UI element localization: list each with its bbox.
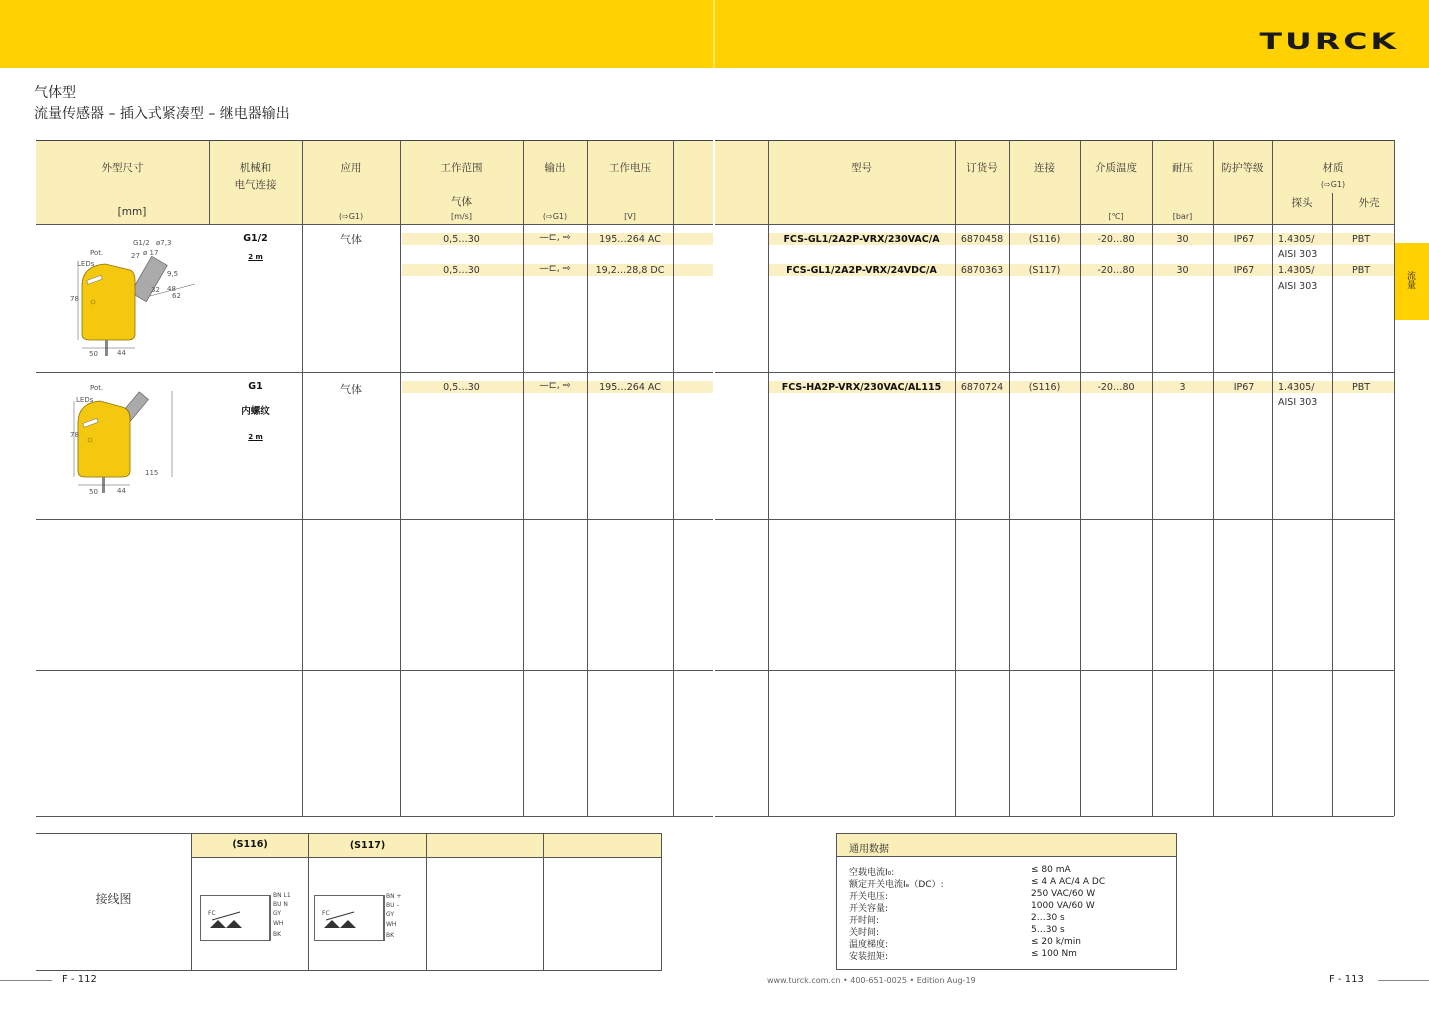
g2-r1-probe: 1.4305/ [1278, 382, 1315, 393]
header-temp-unit: [℃] [1108, 212, 1124, 221]
header-app: 应用 [340, 162, 362, 174]
s116-fc: FC [208, 910, 216, 917]
g2-dim-d115: 115 [145, 469, 159, 477]
header-voltage: 工作电压 [609, 162, 651, 174]
s116-wire-3: GY [273, 910, 282, 917]
header-dims: 外型尺寸 [101, 162, 144, 174]
s117-wire-3: GY [386, 911, 395, 918]
g2-r1-probe2: AISI 303 [1278, 397, 1318, 408]
section-title: 气体型 [34, 85, 76, 101]
page-spread-gap [713, 0, 715, 68]
g2-r1-temp: -20…80 [1097, 382, 1135, 393]
gd-key-6: 温度梯度: [849, 940, 889, 950]
g1-mech: G1/2 [243, 233, 268, 244]
header-range: 工作范围 [440, 162, 483, 174]
g1-dim-d78: 78 [70, 295, 79, 303]
g1-r1-pressure: 30 [1176, 234, 1189, 245]
g2-app: 气体 [340, 383, 362, 396]
g1-r2-order: 6870363 [960, 265, 1004, 276]
header-app-ref: (⇨G1) [338, 212, 364, 221]
g1-r1-conn: (S116) [1028, 234, 1061, 245]
wiring-s117-title: (S117) [349, 840, 386, 851]
gd-key-1: 额定开关电流Iₑ（DC）: [849, 880, 944, 890]
g1-dim-thread: G1/2 [133, 239, 150, 247]
header-output-ref: (⇨G1) [542, 212, 568, 221]
s117-switch-icon [320, 910, 360, 932]
g1-r2-conn: (S117) [1028, 265, 1061, 276]
header-pressure: 耐压 [1172, 162, 1193, 174]
g2-dim-pot: Pot. [90, 384, 104, 392]
header-model: 型号 [851, 162, 872, 174]
header-dims-unit: [mm] [117, 206, 147, 218]
g1-dim-d50: 50 [89, 350, 98, 358]
g1-r2-housing: PBT [1351, 265, 1371, 276]
header-material-ref: (⇨G1) [1320, 180, 1346, 189]
g1-r2-model[interactable]: FCS-GL1/2A2P-VRX/24VDC/A [786, 265, 937, 276]
g1-r2-probe: 1.4305/ [1278, 265, 1315, 276]
g1-r2-voltage: 19,2…28,8 DC [595, 265, 665, 276]
header-range-unit: [m/s] [451, 212, 472, 221]
g1-dim-d32: 32 [151, 286, 160, 294]
g2-r1-range: 0,5…30 [443, 382, 480, 393]
g2-mech: G1 [248, 381, 263, 392]
g1-r1-ip: IP67 [1233, 234, 1255, 245]
header-pressure-unit: [bar] [1172, 212, 1193, 221]
g2-r1-ip: IP67 [1233, 382, 1255, 393]
g1-r1-output-icon: —⊏, ⇨ [539, 232, 571, 243]
gd-key-4: 开时间: [849, 916, 880, 926]
g2-r1-output-icon: —⊏, ⇨ [539, 380, 571, 391]
header-conn: 连接 [1034, 162, 1055, 174]
gd-val-0: ≤ 80 mA [1031, 865, 1071, 875]
gd-val-1: ≤ 4 A AC/4 A DC [1031, 877, 1106, 887]
gd-key-7: 安装扭矩: [849, 952, 889, 962]
gd-val-3: 1000 VA/60 W [1031, 901, 1095, 911]
g1-dim-leds: LEDs [77, 260, 95, 268]
g1-r2-range: 0,5…30 [443, 265, 480, 276]
s117-wire-5: BK [386, 932, 395, 939]
gd-val-6: ≤ 20 k/min [1031, 937, 1081, 947]
brand-logo: TURCK [1259, 30, 1399, 55]
gd-key-0: 空载电流I₀: [849, 868, 895, 878]
wiring-label: 接线图 [95, 892, 132, 906]
g1-r1-order: 6870458 [960, 234, 1004, 245]
g2-cable: 2 m [248, 433, 263, 441]
header-range-sub: 气体 [451, 196, 472, 208]
g2-r1-conn: (S116) [1028, 382, 1061, 393]
header-material: 材质 [1322, 162, 1344, 174]
gd-key-5: 关时间: [849, 928, 880, 938]
g2-r1-voltage: 195…264 AC [599, 382, 661, 393]
g1-r1-range: 0,5…30 [443, 234, 480, 245]
header-output: 输出 [544, 162, 566, 174]
g1-dim-pot: Pot. [90, 249, 104, 257]
general-data-title: 通用数据 [837, 834, 1176, 857]
g1-r2-pressure: 30 [1176, 265, 1189, 276]
gd-val-7: ≤ 100 Nm [1031, 949, 1077, 959]
g2-mech2: 内螺纹 [241, 406, 270, 417]
g1-dim-d48: 48 [167, 285, 176, 293]
g2-dim-d44: 44 [117, 487, 126, 495]
header-mech2: 电气连接 [234, 179, 277, 191]
gd-key-2: 开关电压: [849, 892, 889, 902]
g1-r2-output-icon: —⊏, ⇨ [539, 263, 571, 274]
s117-fc: FC [322, 910, 330, 917]
side-tab[interactable]: 流量 [1394, 243, 1429, 320]
g1-cable: 2 m [248, 253, 263, 261]
g2-r1-order: 6870724 [960, 382, 1004, 393]
g2-r1-housing: PBT [1351, 382, 1371, 393]
header-voltage-unit: [V] [624, 212, 636, 221]
g1-r1-probe2: AISI 303 [1278, 249, 1318, 260]
page-number-right: F - 113 [1329, 974, 1364, 985]
s117-wire-1: BN + [386, 893, 402, 900]
header-order: 订货号 [966, 162, 998, 174]
g1-dim-d62: 62 [172, 292, 181, 300]
s116-wire-1: BN L1 [273, 892, 291, 899]
g2-dim-d50: 50 [89, 488, 98, 496]
g1-app: 气体 [340, 233, 362, 246]
g1-r2-temp: -20…80 [1097, 265, 1135, 276]
g2-r1-pressure: 3 [1179, 382, 1186, 393]
g1-r2-ip: IP67 [1233, 265, 1255, 276]
gd-val-4: 2…30 s [1031, 913, 1065, 923]
g1-r2-probe2: AISI 303 [1278, 281, 1318, 292]
header-probe: 探头 [1291, 197, 1313, 209]
g1-r1-temp: -20…80 [1097, 234, 1135, 245]
g1-r1-model[interactable]: FCS-GL1/2A2P-VRX/230VAC/A [783, 234, 940, 245]
g2-r1-model[interactable]: FCS-HA2P-VRX/230VAC/AL115 [781, 382, 942, 393]
footer-url[interactable]: www.turck.com.cn • 400-651-0025 • Edition Aug-19 [767, 976, 976, 985]
g1-dim-d73: ø7,3 [156, 239, 172, 247]
header-temp: 介质温度 [1095, 162, 1137, 174]
g1-dim-d27: 27 [131, 252, 140, 260]
gd-val-5: 5…30 s [1031, 925, 1065, 935]
s117-wire-4: WH [386, 921, 397, 928]
s116-wire-4: WH [273, 920, 284, 927]
s117-wire-2: BU – [386, 902, 400, 909]
s116-wire-5: BK [273, 931, 282, 938]
g2-dim-d78: 78 [70, 431, 79, 439]
g1-dim-d17: ø 17 [143, 249, 159, 257]
header-ip: 防护等级 [1221, 162, 1264, 174]
header-housing: 外壳 [1358, 197, 1380, 209]
page-title: 流量传感器 – 插入式紧凑型 – 继电器输出 [34, 106, 290, 122]
gd-val-2: 250 VAC/60 W [1031, 889, 1096, 899]
g1-r1-voltage: 195…264 AC [599, 234, 661, 245]
page-number-left: F - 112 [62, 974, 97, 985]
gd-key-3: 开关容量: [849, 904, 889, 914]
s116-switch-icon [206, 910, 246, 932]
g1-r1-housing: PBT [1351, 234, 1371, 245]
g1-dim-d95: 9,5 [167, 270, 179, 278]
s116-wire-2: BU N [273, 901, 288, 908]
g1-dim-d44: 44 [117, 349, 126, 357]
header-mech: 机械和 [239, 162, 272, 174]
g1-r1-probe: 1.4305/ [1278, 234, 1315, 245]
wiring-s116-title: (S116) [232, 839, 268, 850]
g2-dim-leds: LEDs [76, 396, 94, 404]
